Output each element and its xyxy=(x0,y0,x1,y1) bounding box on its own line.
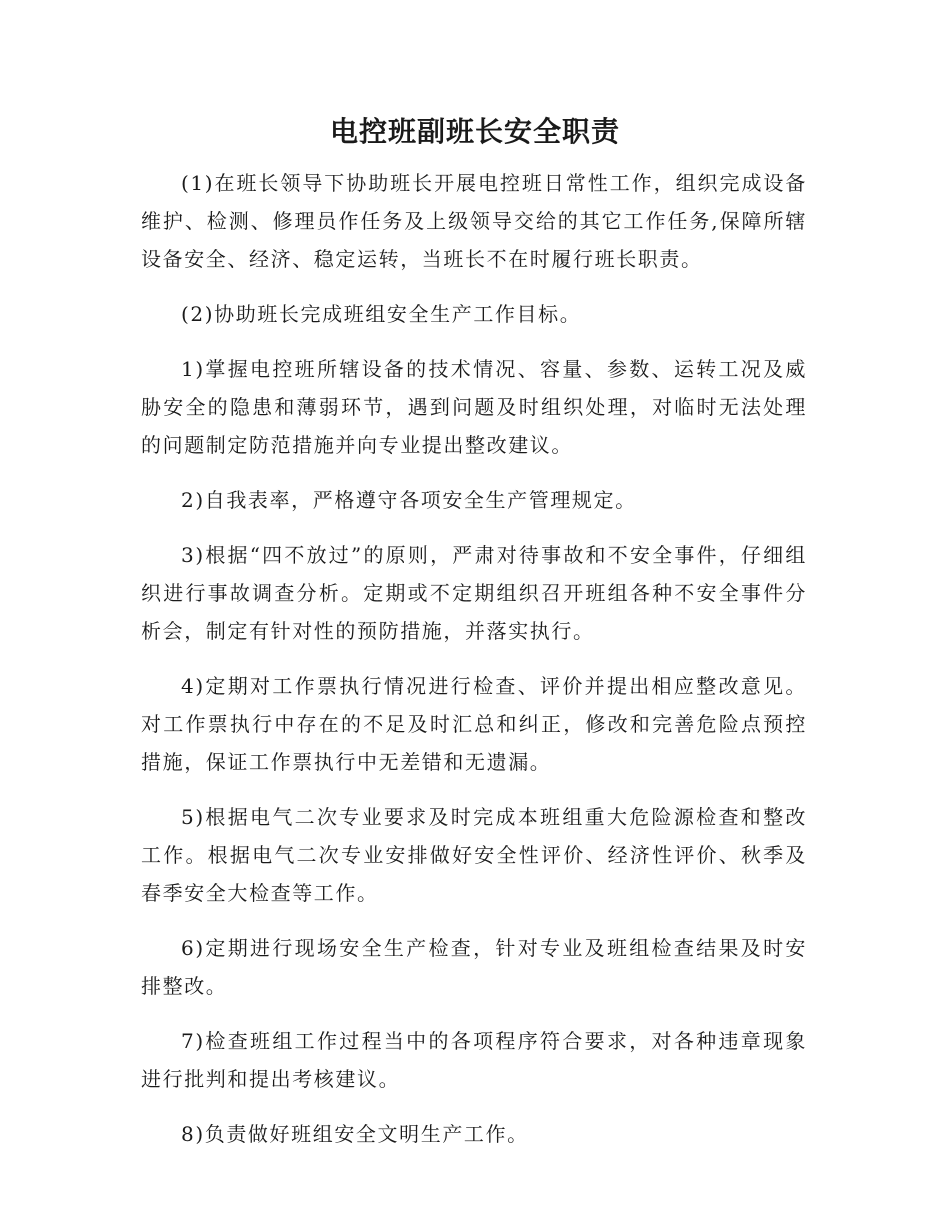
paragraph-10: 8)负责做好班组安全文明生产工作。 xyxy=(181,1122,529,1146)
paragraph-3: 1)掌握电控班所辖设备的技术情况、容量、参数、运转工况及威胁安全的隐患和薄弱环节，遇到问题及时组织处理，对临时无法处理的问题制定防范措施并向专业提出整改建议。 xyxy=(141,357,807,457)
paragraph-8: 6)定期进行现场安全生产检查，针对专业及班组检查结果及时安排整改。 xyxy=(141,936,807,998)
document-title: 电控班副班长安全职责 xyxy=(329,115,620,148)
paragraph-9: 7)检查班组工作过程当中的各项程序符合要求，对各种违章现象进行批判和提出考核建议。 xyxy=(141,1029,807,1091)
paragraph-1: (1)在班长领导下协助班长开展电控班日常性工作，组织完成设备维护、检测、修理员作任务及上级领导交给的其它工作任务,保障所辖设备安全、经济、稳定运转，当班长不在时履行班长职责。 xyxy=(141,171,807,271)
paragraph-7: 5)根据电气二次专业要求及时完成本班组重大危险源检查和整改工作。根据电气二次专业安排做好安全性评价、经济性评价、秋季及春季安全大检查等工作。 xyxy=(141,805,807,905)
paragraph-2: (2)协助班长完成班组安全生产工作目标。 xyxy=(181,302,582,326)
paragraph-6: 4)定期对工作票执行情况进行检查、评价并提出相应整改意见。对工作票执行中存在的不足及时汇总和纠正，修改和完善危险点预控措施，保证工作票执行中无差错和无遗漏。 xyxy=(141,674,807,774)
document-body xyxy=(141,164,807,1170)
paragraph-5: 3)根据“四不放过”的原则，严肃对待事故和不安全事件，仔细组织进行事故调查分析。定期或不定期组织召开班组各种不安全事件分析会，制定有针对性的预防措施，并落实执行。 xyxy=(141,543,807,643)
paragraph-4: 2)自我表率，严格遵守各项安全生产管理规定。 xyxy=(181,488,637,512)
